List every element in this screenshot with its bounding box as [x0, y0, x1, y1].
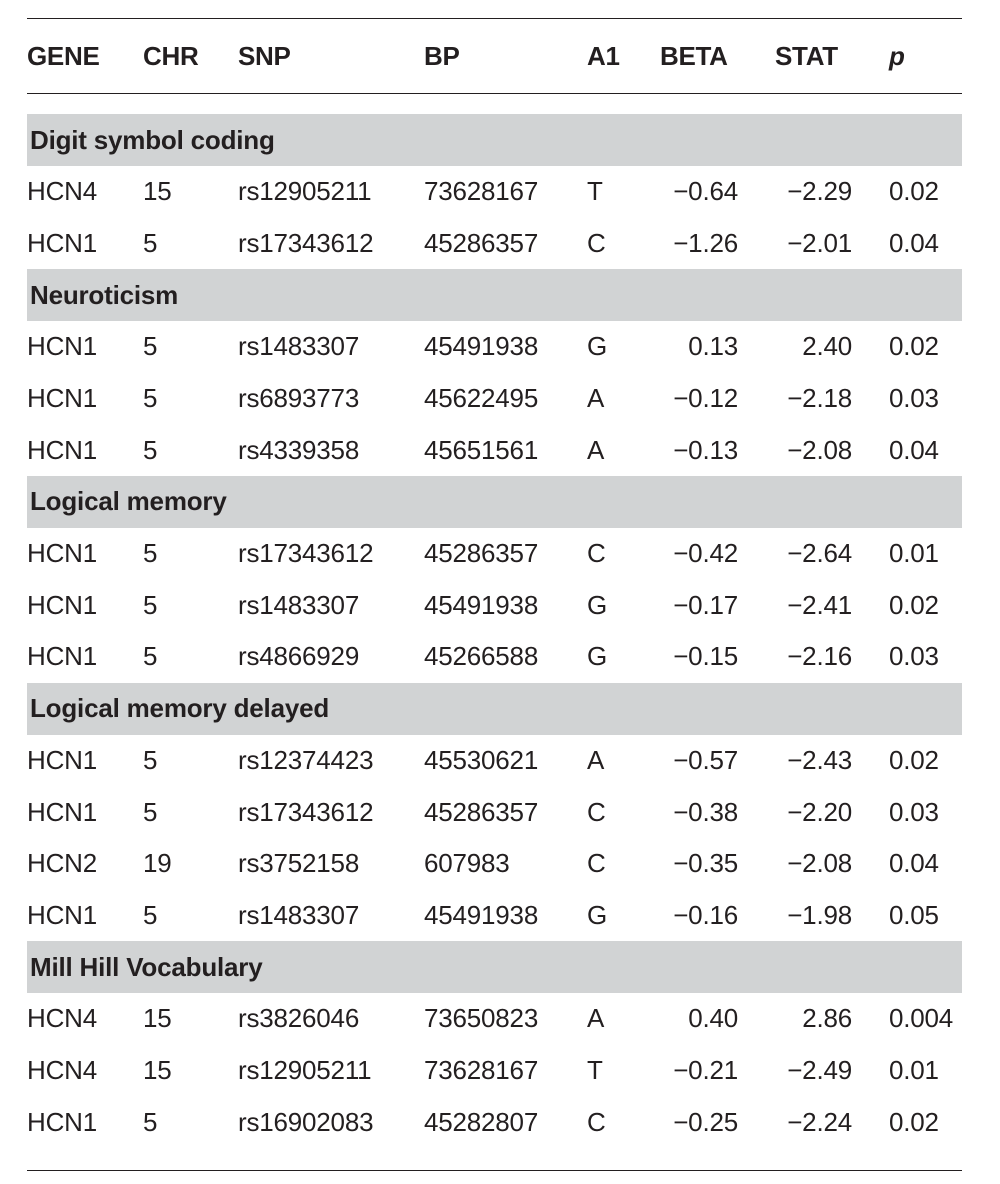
table-row — [27, 735, 962, 787]
cell-p: 0.03 — [889, 641, 939, 672]
cell-snp: rs16902083 — [238, 1106, 374, 1137]
header-bp: BP — [424, 40, 460, 71]
cell-p: 0.05 — [889, 899, 939, 930]
cell-gene: HCN1 — [27, 1106, 97, 1137]
table-row — [27, 1096, 962, 1148]
cell-beta: −0.42 — [673, 538, 738, 569]
table-row — [27, 424, 962, 476]
cell-a1: T — [587, 1055, 603, 1086]
table-row — [27, 166, 962, 218]
cell-stat: −2.24 — [787, 1106, 852, 1137]
cell-stat: −2.43 — [787, 745, 852, 776]
cell-gene: HCN4 — [27, 1055, 97, 1086]
cell-stat: −2.41 — [787, 589, 852, 620]
cell-gene: HCN1 — [27, 383, 97, 414]
cell-gene: HCN1 — [27, 434, 97, 465]
cell-p: 0.01 — [889, 1055, 939, 1086]
cell-p: 0.02 — [889, 176, 939, 207]
cell-a1: A — [587, 745, 605, 776]
cell-chr: 5 — [143, 899, 158, 930]
cell-beta: −0.35 — [673, 848, 738, 879]
cell-snp: rs4339358 — [238, 434, 360, 465]
cell-gene: HCN1 — [27, 331, 97, 362]
cell-stat: −2.20 — [787, 796, 852, 827]
cell-chr: 15 — [143, 176, 172, 207]
cell-stat: −1.98 — [787, 899, 852, 930]
cell-bp: 45491938 — [424, 899, 539, 930]
table-row — [27, 993, 962, 1045]
cell-a1: G — [587, 641, 608, 672]
header-stat: STAT — [775, 40, 838, 71]
cell-bp: 45651561 — [424, 434, 539, 465]
cell-beta: −0.15 — [673, 641, 738, 672]
cell-a1: C — [587, 227, 606, 258]
cell-snp: rs12374423 — [238, 745, 374, 776]
table-row — [27, 838, 962, 890]
association-table — [27, 18, 962, 1171]
cell-gene: HCN1 — [27, 899, 97, 930]
cell-chr: 5 — [143, 434, 158, 465]
table-row — [27, 1045, 962, 1097]
section-heading: Mill Hill Vocabulary — [27, 941, 962, 993]
cell-chr: 5 — [143, 796, 158, 827]
cell-chr: 5 — [143, 1106, 158, 1137]
cell-chr: 5 — [143, 745, 158, 776]
cell-bp: 607983 — [424, 848, 510, 879]
header-beta: BETA — [660, 40, 728, 71]
cell-snp: rs17343612 — [238, 538, 374, 569]
cell-p: 0.04 — [889, 848, 939, 879]
cell-bp: 73628167 — [424, 176, 539, 207]
cell-snp: rs12905211 — [238, 176, 372, 207]
section-heading: Logical memory — [27, 476, 962, 528]
cell-p: 0.03 — [889, 796, 939, 827]
cell-bp: 45530621 — [424, 745, 539, 776]
cell-p: 0.02 — [889, 745, 939, 776]
cell-bp: 73650823 — [424, 1003, 539, 1034]
cell-a1: C — [587, 796, 606, 827]
cell-beta: −0.16 — [673, 899, 738, 930]
cell-snp: rs1483307 — [238, 331, 360, 362]
section-heading: Digit symbol coding — [27, 114, 962, 166]
cell-stat: −2.49 — [787, 1055, 852, 1086]
cell-chr: 5 — [143, 331, 158, 362]
table-row — [27, 373, 962, 425]
cell-beta: 0.40 — [688, 1003, 738, 1034]
cell-stat: 2.86 — [802, 1003, 852, 1034]
cell-beta: −0.17 — [673, 589, 738, 620]
header-gene: GENE — [27, 40, 100, 71]
cell-p: 0.02 — [889, 331, 939, 362]
table-row — [27, 890, 962, 942]
cell-beta: −1.26 — [673, 227, 738, 258]
cell-gene: HCN1 — [27, 538, 97, 569]
cell-a1: C — [587, 848, 606, 879]
cell-beta: −0.12 — [673, 383, 738, 414]
cell-bp: 45622495 — [424, 383, 539, 414]
cell-snp: rs1483307 — [238, 899, 360, 930]
cell-chr: 5 — [143, 641, 158, 672]
cell-beta: −0.57 — [673, 745, 738, 776]
cell-chr: 5 — [143, 227, 158, 258]
cell-gene: HCN1 — [27, 227, 97, 258]
cell-beta: −0.25 — [673, 1106, 738, 1137]
cell-stat: 2.40 — [802, 331, 852, 362]
cell-stat: −2.08 — [787, 848, 852, 879]
cell-p: 0.02 — [889, 589, 939, 620]
header-chr: CHR — [143, 40, 199, 71]
cell-a1: G — [587, 331, 608, 362]
cell-stat: −2.16 — [787, 641, 852, 672]
cell-gene: HCN2 — [27, 848, 97, 879]
table-row — [27, 321, 962, 373]
cell-a1: C — [587, 1106, 606, 1137]
cell-stat: −2.29 — [787, 176, 852, 207]
cell-bp: 45491938 — [424, 589, 539, 620]
cell-chr: 19 — [143, 848, 172, 879]
cell-snp: rs12905211 — [238, 1055, 372, 1086]
section-heading: Neuroticism — [27, 269, 962, 321]
cell-gene: HCN1 — [27, 589, 97, 620]
cell-bp: 45286357 — [424, 227, 539, 258]
cell-bp: 45266588 — [424, 641, 539, 672]
cell-a1: A — [587, 434, 605, 465]
table-row — [27, 631, 962, 683]
cell-beta: −0.64 — [673, 176, 738, 207]
cell-gene: HCN1 — [27, 796, 97, 827]
cell-snp: rs17343612 — [238, 796, 374, 827]
header-snp: SNP — [238, 40, 291, 71]
cell-a1: G — [587, 899, 608, 930]
cell-p: 0.03 — [889, 383, 939, 414]
cell-chr: 15 — [143, 1055, 172, 1086]
cell-p: 0.04 — [889, 227, 939, 258]
cell-p: 0.04 — [889, 434, 939, 465]
cell-snp: rs4866929 — [238, 641, 360, 672]
header-a1: A1 — [587, 40, 620, 71]
cell-beta: −0.21 — [673, 1055, 738, 1086]
cell-bp: 45491938 — [424, 331, 539, 362]
table-body — [27, 114, 962, 1148]
cell-chr: 5 — [143, 538, 158, 569]
cell-bp: 73628167 — [424, 1055, 539, 1086]
cell-gene: HCN4 — [27, 1003, 97, 1034]
cell-a1: A — [587, 383, 605, 414]
cell-stat: −2.18 — [787, 383, 852, 414]
cell-gene: HCN1 — [27, 745, 97, 776]
cell-snp: rs3826046 — [238, 1003, 360, 1034]
cell-chr: 5 — [143, 383, 158, 414]
cell-snp: rs3752158 — [238, 848, 360, 879]
cell-snp: rs1483307 — [238, 589, 360, 620]
cell-stat: −2.08 — [787, 434, 852, 465]
cell-snp: rs17343612 — [238, 227, 374, 258]
table-row — [27, 786, 962, 838]
cell-gene: HCN1 — [27, 641, 97, 672]
cell-beta: 0.13 — [688, 331, 738, 362]
header-p: p — [889, 40, 905, 71]
cell-a1: A — [587, 1003, 605, 1034]
cell-p: 0.004 — [889, 1003, 954, 1034]
cell-gene: HCN4 — [27, 176, 97, 207]
section-heading: Logical memory delayed — [27, 683, 962, 735]
cell-bp: 45282807 — [424, 1106, 539, 1137]
cell-stat: −2.01 — [787, 227, 852, 258]
table-row — [27, 528, 962, 580]
bottom-rule — [27, 1170, 962, 1171]
cell-bp: 45286357 — [424, 796, 539, 827]
cell-stat: −2.64 — [787, 538, 852, 569]
cell-beta: −0.13 — [673, 434, 738, 465]
cell-chr: 5 — [143, 589, 158, 620]
cell-p: 0.01 — [889, 538, 939, 569]
table-header — [27, 19, 962, 93]
table-row — [27, 218, 962, 270]
cell-bp: 45286357 — [424, 538, 539, 569]
cell-beta: −0.38 — [673, 796, 738, 827]
cell-snp: rs6893773 — [238, 383, 360, 414]
cell-chr: 15 — [143, 1003, 172, 1034]
cell-a1: C — [587, 538, 606, 569]
cell-a1: T — [587, 176, 603, 207]
cell-a1: G — [587, 589, 608, 620]
table-row — [27, 580, 962, 632]
cell-p: 0.02 — [889, 1106, 939, 1137]
